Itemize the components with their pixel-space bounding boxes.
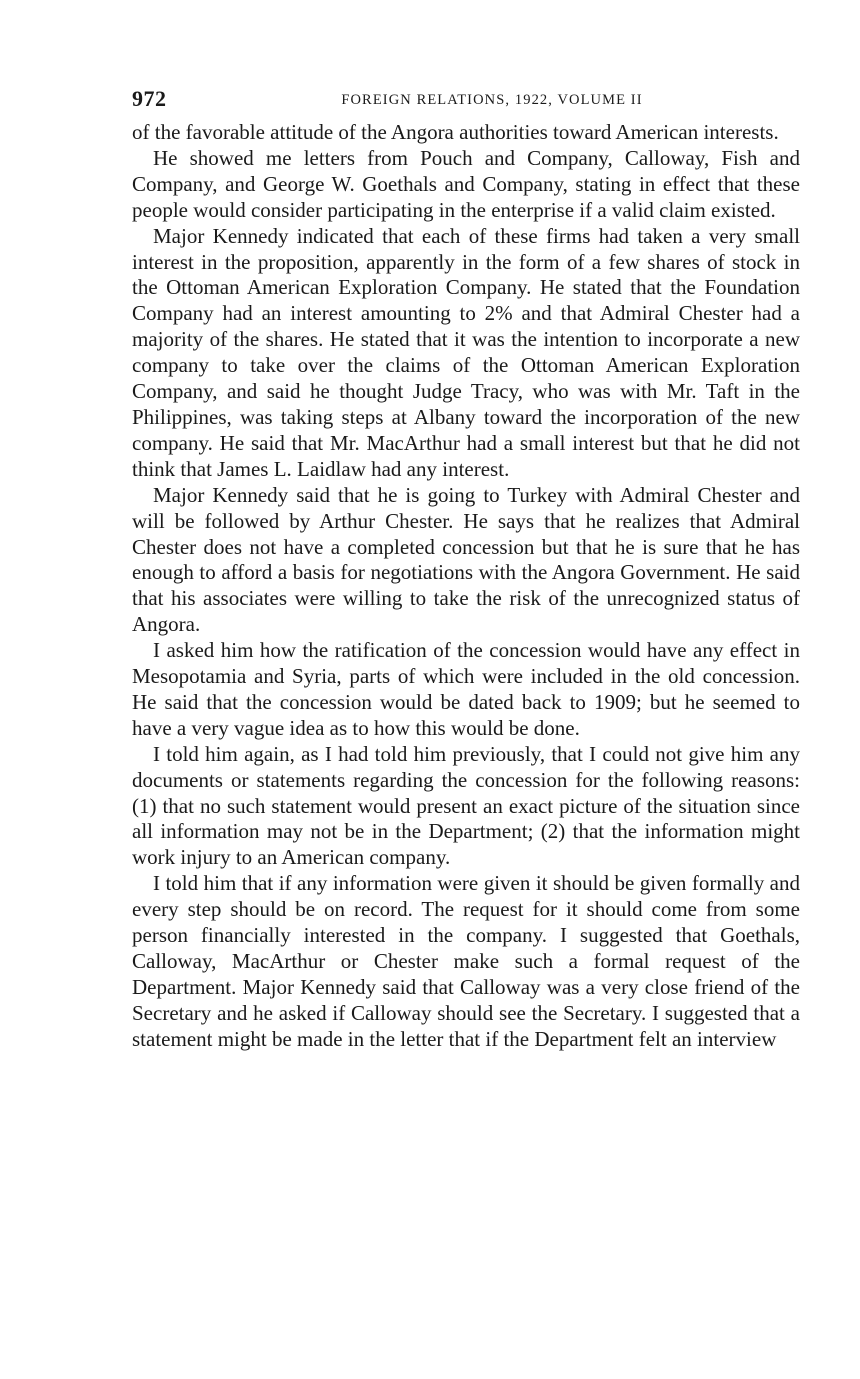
page-number: 972 [132, 86, 167, 111]
body-text [132, 120, 800, 1053]
paragraph: I asked him how the ratification of the concession would have any effect in Mesopotamia and Syria, parts of which were included in the old concession. He said that the concession would be dated back to 1909; but he seemed to have a very vague idea as to how this would be done. [132, 638, 800, 740]
page-header [132, 86, 800, 116]
paragraph: of the favorable attitude of the Angora authorities toward American interests. [132, 120, 779, 144]
document-page [132, 86, 800, 1053]
paragraph: He showed me letters from Pouch and Company, Calloway, Fish and Company, and George W. Goethals and Company, stating in effect that these people would consider participating in the enterprise if a valid claim existed. [132, 145, 800, 222]
paragraph: Major Kennedy indicated that each of these firms had taken a very small interest in the proposition, apparently in the form of a few shares of stock in the Ottoman American Exploration Company. He stated that the Foundation Company had an interest amounting to 2% and that Admiral Chester had a majority of the shares. He stated that it was the intention to incorporate a new company to take over the claims of the Ottoman American Exploration Company, and said he thought Judge Tracy, who was with Mr. Taft in the Philippines, was taking steps at Albany toward the incorporation of the new company. He said that Mr. MacArthur had a small interest but that he did not think that James L. Laidlaw had any interest. [132, 223, 800, 481]
paragraph: I told him that if any information were given it should be given formally and every step should be on record. The request for it should come from some person financially interested in the company. I suggested that Goethals, Calloway, MacArthur or Chester make such a formal request of the Department. Major Kennedy said that Calloway was a very close friend of the Secretary and he asked if Calloway should see the Secretary. I suggested that a statement might be made in the letter that if the Department felt an interview [132, 871, 800, 1051]
running-head: FOREIGN RELATIONS, 1922, VOLUME II [341, 92, 643, 108]
paragraph: Major Kennedy said that he is going to Turkey with Admiral Chester and will be followed by Arthur Chester. He says that he realizes that Admiral Chester does not have a completed concession but that he is sure that he has enough to afford a basis for negotiations with the Angora Government. He said that his associates were willing to take the risk of the unrecognized status of Angora. [132, 482, 800, 637]
paragraph: I told him again, as I had told him previously, that I could not give him any documents or statements regarding the concession for the following reasons: (1) that no such statement would present an exact picture of the situation since all information may not be in the Department; (2) that the information might work injury to an American company. [132, 741, 800, 870]
